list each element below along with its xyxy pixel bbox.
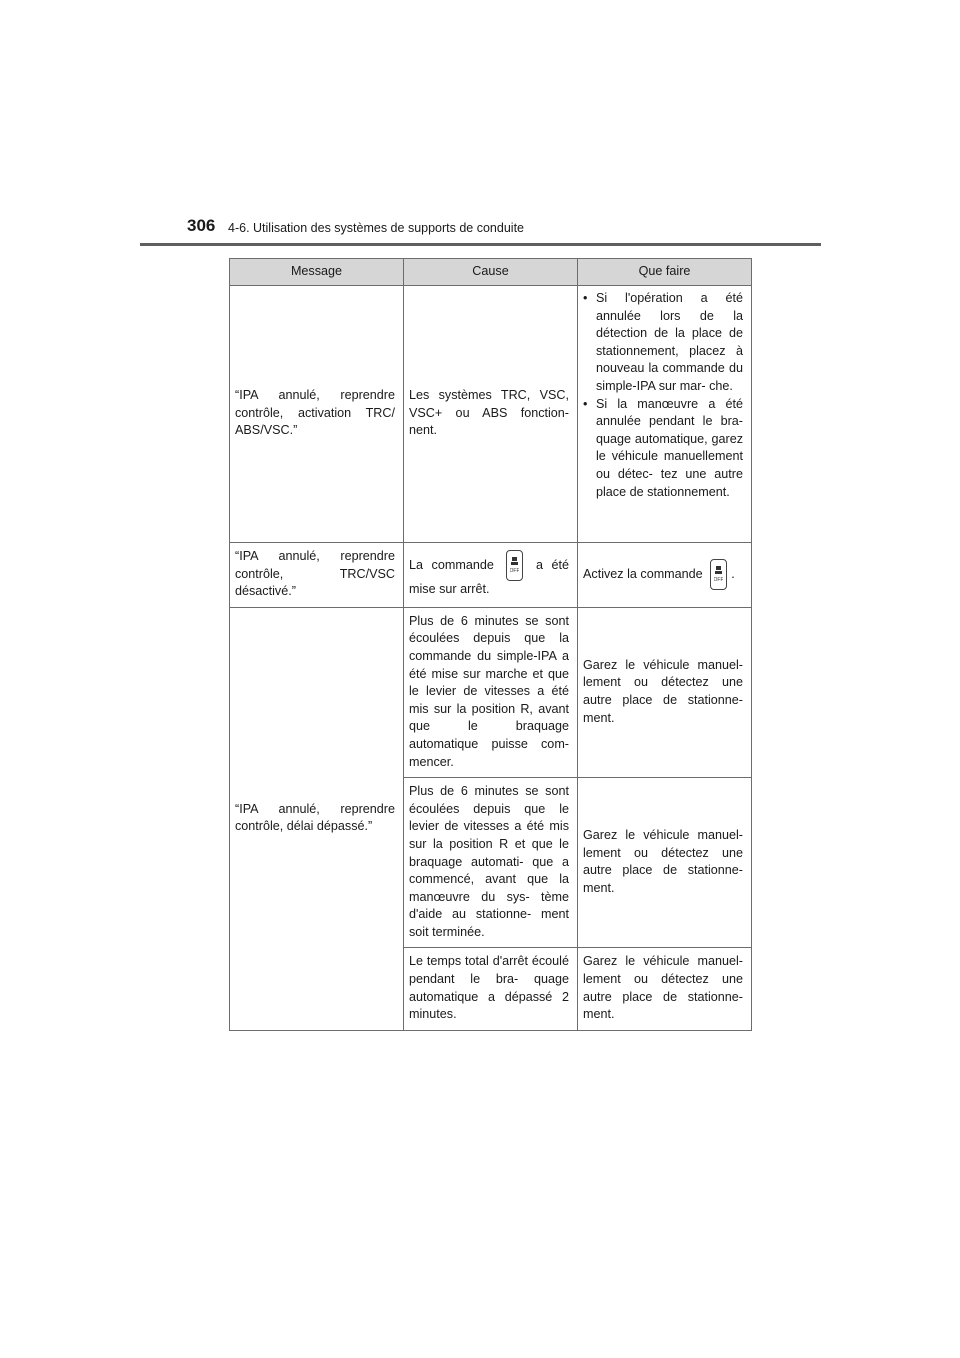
message-cell: “IPA annulé, reprendre contrôle, TRC/VSC désactivé.” (230, 543, 404, 608)
action-cell (578, 286, 752, 543)
message-table (229, 258, 752, 1031)
header-cause: Cause (404, 259, 578, 286)
svg-text:OFF: OFF (714, 576, 724, 583)
section-title: 4-6. Utilisation des systèmes de supports de conduite (228, 221, 524, 235)
action-text-after: . (731, 566, 735, 581)
table-row (230, 607, 752, 777)
bullet-icon: • (583, 396, 588, 411)
action-bullet: • Si l'opération a été annulée lors de la détection de la place de stationnement, placez à nouveau la commande du simple-IPA sur mar- che. (583, 290, 743, 396)
action-cell: Garez le véhicule manuel- lement ou détectez une autre place de stationne- ment. (578, 948, 752, 1030)
table-header-row (230, 259, 752, 286)
cause-cell (404, 543, 578, 608)
table-row (230, 543, 752, 608)
cause-cell: Plus de 6 minutes se sont écoulées depuis que la commande du simple-IPA a été mise sur marche et que le levier de vitesses a été mis sur la position R, avant que le braquage automatique puisse com- mencer. (404, 607, 578, 777)
cause-cell: Le temps total d'arrêt écoulé pendant le bra- quage automatique a dépassé 2 minutes. (404, 948, 578, 1030)
message-cell: “IPA annulé, reprendre contrôle, délai dépassé.” (230, 607, 404, 1030)
header-rule (140, 243, 821, 246)
action-cell: Garez le véhicule manuel- lement ou détectez une autre place de stationne- ment. (578, 778, 752, 948)
header-action: Que faire (578, 259, 752, 286)
cause-text-before: La commande (409, 557, 494, 572)
header-message: Message (230, 259, 404, 286)
cause-cell: Les systèmes TRC, VSC, VSC+ ou ABS fonction- nent. (404, 286, 578, 543)
action-text-before: Activez la commande (583, 566, 703, 581)
table-row (230, 286, 752, 543)
message-cell: “IPA annulé, reprendre contrôle, activation TRC/ ABS/VSC.” (230, 286, 404, 543)
action-cell (578, 543, 752, 608)
ipa-switch-icon (710, 559, 727, 590)
cause-text-after: a été mise sur arrêt. (409, 557, 570, 597)
action-bullet: • Si la manœuvre a été annulée pendant le bra- quage automatique, garez le véhicule manuellement ou détec- tez une autre place de stationnement. (583, 396, 743, 502)
page-number: 306 (187, 216, 216, 235)
action-cell: Garez le véhicule manuel- lement ou détectez une autre place de stationne- ment. (578, 607, 752, 777)
svg-text:OFF: OFF (510, 568, 520, 575)
bullet-icon: • (583, 291, 588, 305)
cause-cell: Plus de 6 minutes se sont écoulées depuis que le levier de vitesses a été mis sur la position R et que le braquage automati- que a commencé, avant que la manœuvre du sys- tème d'aide au stationne- ment soit terminée. (404, 778, 578, 948)
ipa-switch-icon (506, 550, 523, 581)
